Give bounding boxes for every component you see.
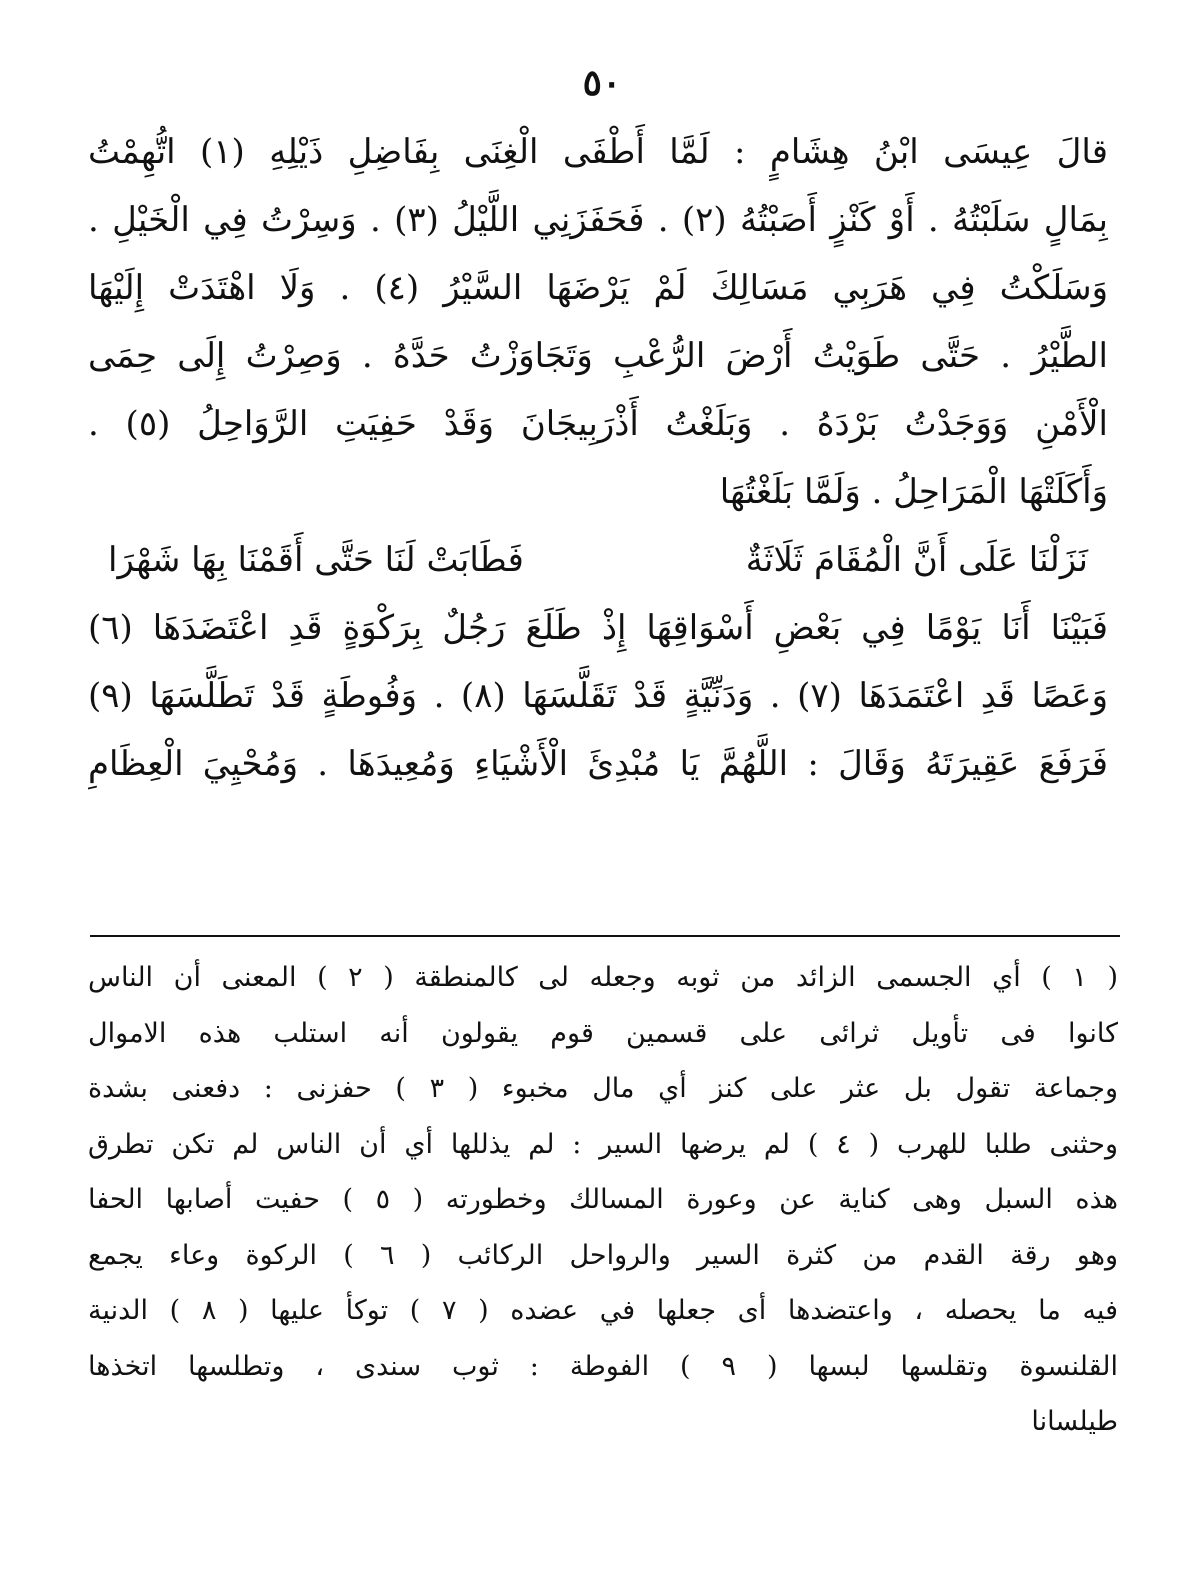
footnote-divider [90,935,1120,937]
verse-first-hemistich: نَزَلْنَا عَلَى أَنَّ الْمُقَامَ ثَلَاثَةٌ [745,540,1088,580]
text-line: فَرَفَعَ عَقِيرَتَهُ وَقَالَ : اللَّهُمَّ يَا مُبْدِئَ الْأَشْيَاءِ وَمُعِيدَهَا . وَمُحْيِيَ الْعِظَامِ [88,744,1108,784]
footnote-line: طيلسانا [1031,1406,1118,1437]
footnote-line: هذه السبل وهى كناية عن وعورة المسالك وخطورته ( ٥ ) حفيت أصابها الحفا [88,1184,1118,1215]
text-line: الْأَمْنِ وَوَجَدْتُ بَرْدَهُ . وَبَلَغْتُ أَذْرَبِيجَانَ وَقَدْ حَفِيَتِ الرَّوَاحِلُ (٥) . [88,404,1108,444]
text-line: فَبَيْنَا أَنَا يَوْمًا فِي بَعْضِ أَسْوَاقِهَا إِذْ طَلَعَ رَجُلٌ بِرَكْوَةٍ قَدِ اعْتَضَدَهَا (٦) [88,608,1108,648]
footnote-line: وحثنى طلبا للهرب ( ٤ ) لم يرضها السير : لم يذللها أي أن الناس لم تكن تطرق [88,1128,1118,1160]
text-line: وَعَصًا قَدِ اعْتَمَدَهَا (٧) . وَدَنِّيَّةٍ قَدْ تَقَلَّسَهَا (٨) . وَفُوطَةٍ قَدْ تَطَلَّسَهَا (٩) [88,676,1108,716]
poem-verse [88,526,1108,594]
text-line: بِمَالٍ سَلَبْتُهُ . أَوْ كَنْزٍ أَصَبْتُهُ (٢) . فَحَفَزَنِي اللَّيْلُ (٣) . وَسِرْتُ فِي الْخَيْلِ . [88,200,1108,240]
text-line: وَأَكَلَتْهَا الْمَرَاحِلُ . وَلَمَّا بَلَغْتُهَا [719,472,1108,512]
footnote-line: فيه ما يحصله ، واعتضدها أى جعلها في عضده ( ٧ ) توكأ عليها ( ٨ ) الدنية [88,1295,1118,1326]
footnote-line: ( ١ ) أي الجسمى الزائد من ثوبه وجعله لى كالمنطقة ( ٢ ) المعنى أن الناس [88,962,1118,993]
text-line: قالَ عِيسَى ابْنُ هِشَامٍ : لَمَّا أَطْفَى الْغِنَى بِفَاضِلِ ذَيْلِهِ (١) اتُّهِمْتُ [88,132,1108,172]
footnotes [88,950,1118,1450]
page-number: ٥٠ [582,62,622,104]
verse-second-hemistich: فَطَابَتْ لَنَا حَتَّى أَقَمْنَا بِهَا شَهْرَا [108,540,524,580]
footnote-line: القلنسوة وتقلسها لبسها ( ٩ ) الفوطة : ثوب سندى ، وتطلسها اتخذها [88,1350,1118,1382]
footnote-line: وجماعة تقول بل عثر على كنز أي مال مخبوء ( ٣ ) حفزنى : دفعنى بشدة [88,1073,1118,1104]
footnote-line: وهو رقة القدم من كثرة السير والرواحل الركائب ( ٦ ) الركوة وعاء يجمع [88,1239,1118,1271]
footnote-line: كانوا فى تأويل ثرائى على قسمين قوم يقولون أنه استلب هذه الاموال [88,1017,1118,1049]
main-text [88,118,1108,798]
text-line: وَسَلَكْتُ فِي هَرَبِي مَسَالِكَ لَمْ يَرْضَهَا السَّيْرُ (٤) . وَلَا اهْتَدَتْ إِلَيْهَا [88,268,1108,308]
text-line: الطَّيْرُ . حَتَّى طَوَيْتُ أَرْضَ الرُّعْبِ وَتَجَاوَزْتُ حَدَّهُ . وَصِرْتُ إِلَى حِمَى [88,336,1108,376]
